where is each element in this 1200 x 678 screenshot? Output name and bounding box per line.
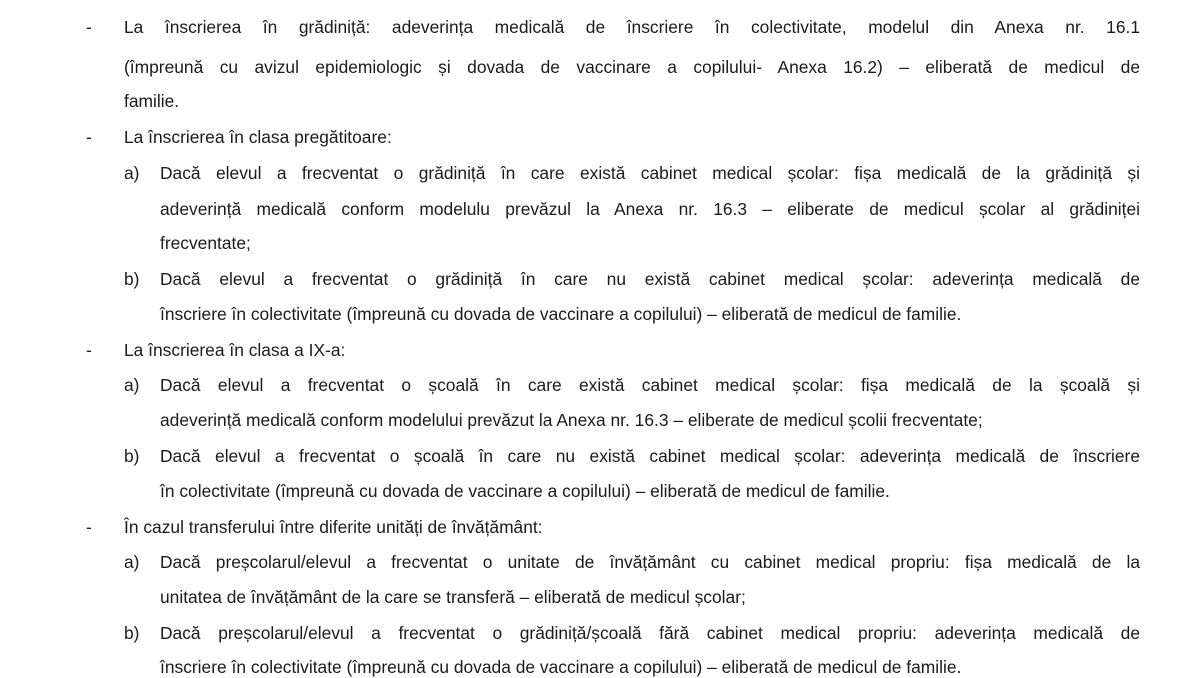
paragraph-line: frecventate; [160,233,251,253]
paragraph-line: adeverință medicală conform modelulu prevăzul la Anexa nr. 16.3 – eliberate de medicul școlar al grădiniței [160,199,1140,219]
paragraph-line: Dacă elevul a frecventat o grădiniță în care există cabinet medical școlar: fișa medicală de la grădiniță și [160,163,1140,183]
paragraph-line: Dacă preșcolarul/elevul a frecventat o grădiniță/școală fără cabinet medical propriu: adeverința medicală de [160,623,1140,643]
bullet-dash: - [86,127,92,147]
paragraph-line: Dacă elevul a frecventat o grădiniță în care nu există cabinet medical școlar: adeverința medicală de [160,269,1140,289]
subitem-marker: a) [124,552,140,572]
paragraph-line: în colectivitate (împreună cu dovada de vaccinare a copilului) – eliberată de medicul de familie. [160,481,890,501]
paragraph-line: familie. [124,91,180,111]
paragraph-line: înscriere în colectivitate (împreună cu dovada de vaccinare a copilului) – eliberată de medicul de familie. [160,304,962,324]
section-heading: În cazul transferului între diferite unități de învățământ: [124,517,543,537]
paragraph-line: adeverință medicală conform modelului prevăzut la Anexa nr. 16.3 – eliberate de medicul școlii frecventate; [160,410,983,430]
paragraph-line: Dacă elevul a frecventat o școală în care nu există cabinet medical școlar: adeverința medicală de înscriere [160,446,1140,466]
paragraph-line: unitatea de învățământ de la care se transferă – eliberată de medicul școlar; [160,587,746,607]
section-heading: La înscrierea în clasa pregătitoare: [124,127,392,147]
subitem-marker: b) [124,269,140,289]
paragraph-line: (împreună cu avizul epidemiologic și dovada de vaccinare a copilului- Anexa 16.2) – eliberată de medicul de [124,57,1140,77]
paragraph-line: Dacă elevul a frecventat o școală în care există cabinet medical școlar: fișa medicală de la școală și [160,375,1140,395]
subitem-marker: b) [124,623,140,643]
section-heading: La înscrierea în clasa a IX-a: [124,340,346,360]
bullet-dash: - [86,517,92,537]
paragraph-line: Dacă preșcolarul/elevul a frecventat o unitate de învățământ cu cabinet medical propriu: fișa medicală de la [160,552,1140,572]
subitem-marker: a) [124,163,140,183]
bullet-dash: - [86,17,92,37]
bullet-dash: - [86,340,92,360]
paragraph-line: înscriere în colectivitate (împreună cu dovada de vaccinare a copilului) – eliberată de medicul de familie. [160,657,962,677]
paragraph-line: La înscrierea în grădiniță: adeverința medicală de înscriere în colectivitate, modelul din Anexa nr. 16.1 [124,17,1140,37]
subitem-marker: a) [124,375,140,395]
subitem-marker: b) [124,446,140,466]
